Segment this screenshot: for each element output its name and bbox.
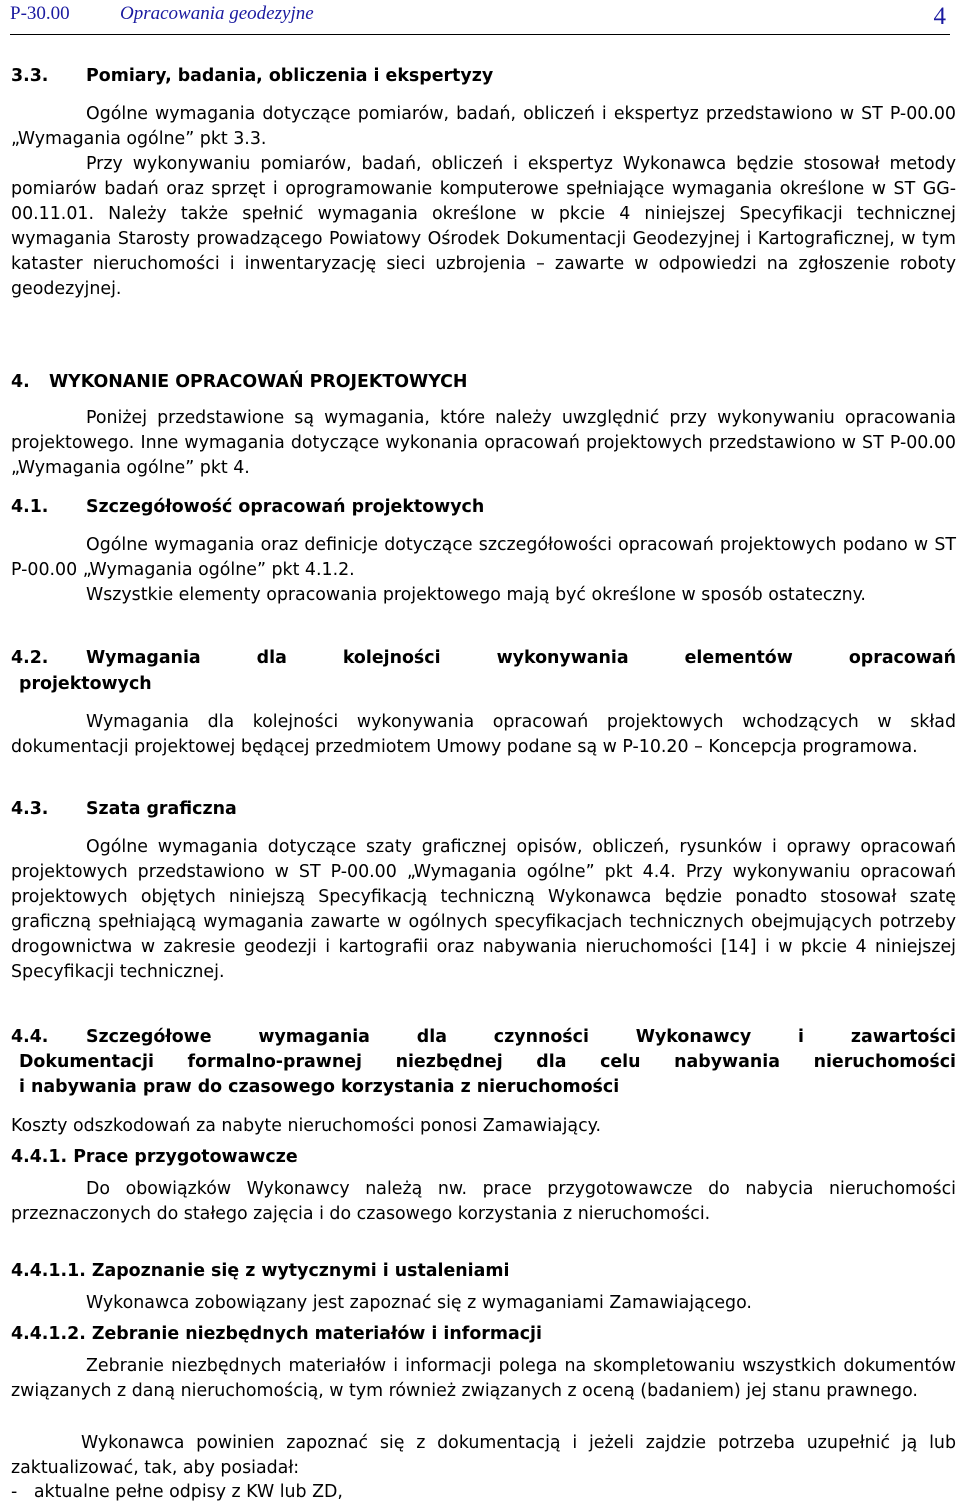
list-item: - aktualne pełne odpisy z KW lub ZD,: [11, 1482, 343, 1502]
heading-4-2: 4.2. Wymagania dla kolejności wykonywania elementów opracowań: [11, 648, 956, 668]
heading-4-4-1: 4.4.1. Prace przygotowawcze: [11, 1147, 298, 1167]
heading-4-4: 4.4. Szczegółowe wymagania dla czynności Wykonawcy i zawartości: [11, 1027, 956, 1047]
heading-4-2-cont: projektowych: [19, 674, 152, 694]
heading-4-1: 4.1. Szczegółowość opracowań projektowych: [11, 497, 485, 517]
paragraph-4-4-1-1-1: Wykonawca zobowiązany jest zapoznać się z wymaganiami Zamawiającego.: [86, 1293, 752, 1313]
paragraph-3-3-1: Ogólne wymagania dotyczące pomiarów, badań, obliczeń i ekspertyz przedstawiono w ST P-00.00 „Wymagania ogólne” pkt 3.3.: [11, 104, 956, 149]
paragraph-4-1: Poniżej przedstawione są wymagania, które należy uwzględnić przy wykonywaniu opracowania projektowego. Inne wymagania dotyczące wykonania opracowań projektowych przedstawiono w ST P-00.00 „Wymagania ogólne” pkt 4.: [11, 408, 956, 478]
heading-4-4-1-2: 4.4.1.2. Zebranie niezbędnych materiałów i informacji: [11, 1324, 542, 1344]
document-title: Opracowania geodezyjne: [120, 3, 314, 24]
heading-4-4-cont1: Dokumentacji formalno-prawnej niezbędnej dla celu nabywania nieruchomości: [19, 1052, 956, 1072]
paragraph-3-3-2: Przy wykonywaniu pomiarów, badań, obliczeń i ekspertyz Wykonawca będzie stosował metody pomiarów badań oraz sprzęt i oprogramowanie komputerowe spełniające wymagania określone w ST GG-00.11.01. Należy także spełnić wymagania określone w pkcie 4 niniejszej Specyfikacji technicznej wymagania Starosty prowadzącego Powiatowy Ośrodek Dokumentacji Geodezyjnej i Kartograficznej, w tym kataster nieruchomości i inwentaryzację sieci uzbrojenia – zawarte w odpowiedzi na zgłoszenie roboty geodezyjnej.: [11, 154, 956, 299]
paragraph-4-4-1-1: Do obowiązków Wykonawcy należą nw. prace przygotowawcze do nabycia nieruchomości przeznaczonych do stałego zajęcia i do czasowego korzystania z nieruchomości.: [11, 1179, 956, 1224]
heading-4-3: 4.3. Szata graficzna: [11, 799, 237, 819]
heading-4-4-1-1: 4.4.1.1. Zapoznanie się z wytycznymi i ustaleniami: [11, 1261, 510, 1281]
paragraph-4-4-1: Koszty odszkodowań za nabyte nieruchomości ponosi Zamawiający.: [11, 1116, 601, 1136]
spec-code: P-30.00: [10, 3, 70, 24]
paragraph-4-4-1-2-1: Zebranie niezbędnych materiałów i informacji polega na skompletowaniu wszystkich dokumentów związanych z daną nieruchomością, w tym również związanych z oceną (badaniem) jej stanu prawnego.: [11, 1356, 956, 1401]
heading-4: 4. WYKONANIE OPRACOWAŃ PROJEKTOWYCH: [11, 372, 468, 392]
heading-3-3: 3.3. Pomiary, badania, obliczenia i ekspertyzy: [11, 66, 494, 86]
paragraph-4-1-1: Ogólne wymagania oraz definicje dotyczące szczegółowości opracowań projektowych podano w ST P-00.00 „Wymagania ogólne” pkt 4.1.2.: [11, 535, 956, 580]
paragraph-4-1-2: Wszystkie elementy opracowania projektowego mają być określone w sposób ostateczny.: [86, 585, 866, 605]
paragraph-4-3-1: Ogólne wymagania dotyczące szaty graficznej opisów, obliczeń, rysunków i oprawy opracowań projektowych przedstawiono w ST P-00.00 „Wymagania ogólne” pkt 4.4. Przy wykonywaniu opracowań projektowych objętych niniejszą Specyfikacją techniczną Wykonawca będzie ponadto stosował szatę graficzną spełniającą wymagania zawarte w ogólnych specyfikacjach technicznych obejmujących potrzeby drogownictwa w zakresie geodezji i kartografii oraz nabywania nieruchomości [14] i w pkcie 4 niniejszej Specyfikacji technicznej.: [11, 837, 956, 982]
heading-4-4-cont2: i nabywania praw do czasowego korzystania z nieruchomości: [19, 1077, 620, 1097]
page-number: 4: [933, 3, 946, 30]
paragraph-4-2-1: Wymagania dla kolejności wykonywania opracowań projektowych wchodzących w skład dokumentacji projektowej będącej przedmiotem Umowy podane są w P-10.20 – Koncepcja programowa.: [11, 712, 956, 757]
paragraph-4-4-1-2-2: Wykonawca powinien zapoznać się z dokumentacją i jeżeli zajdzie potrzeba uzupełnić ją lub zaktualizować, tak, aby posiadał:: [11, 1433, 956, 1478]
page-header: [10, 0, 950, 35]
